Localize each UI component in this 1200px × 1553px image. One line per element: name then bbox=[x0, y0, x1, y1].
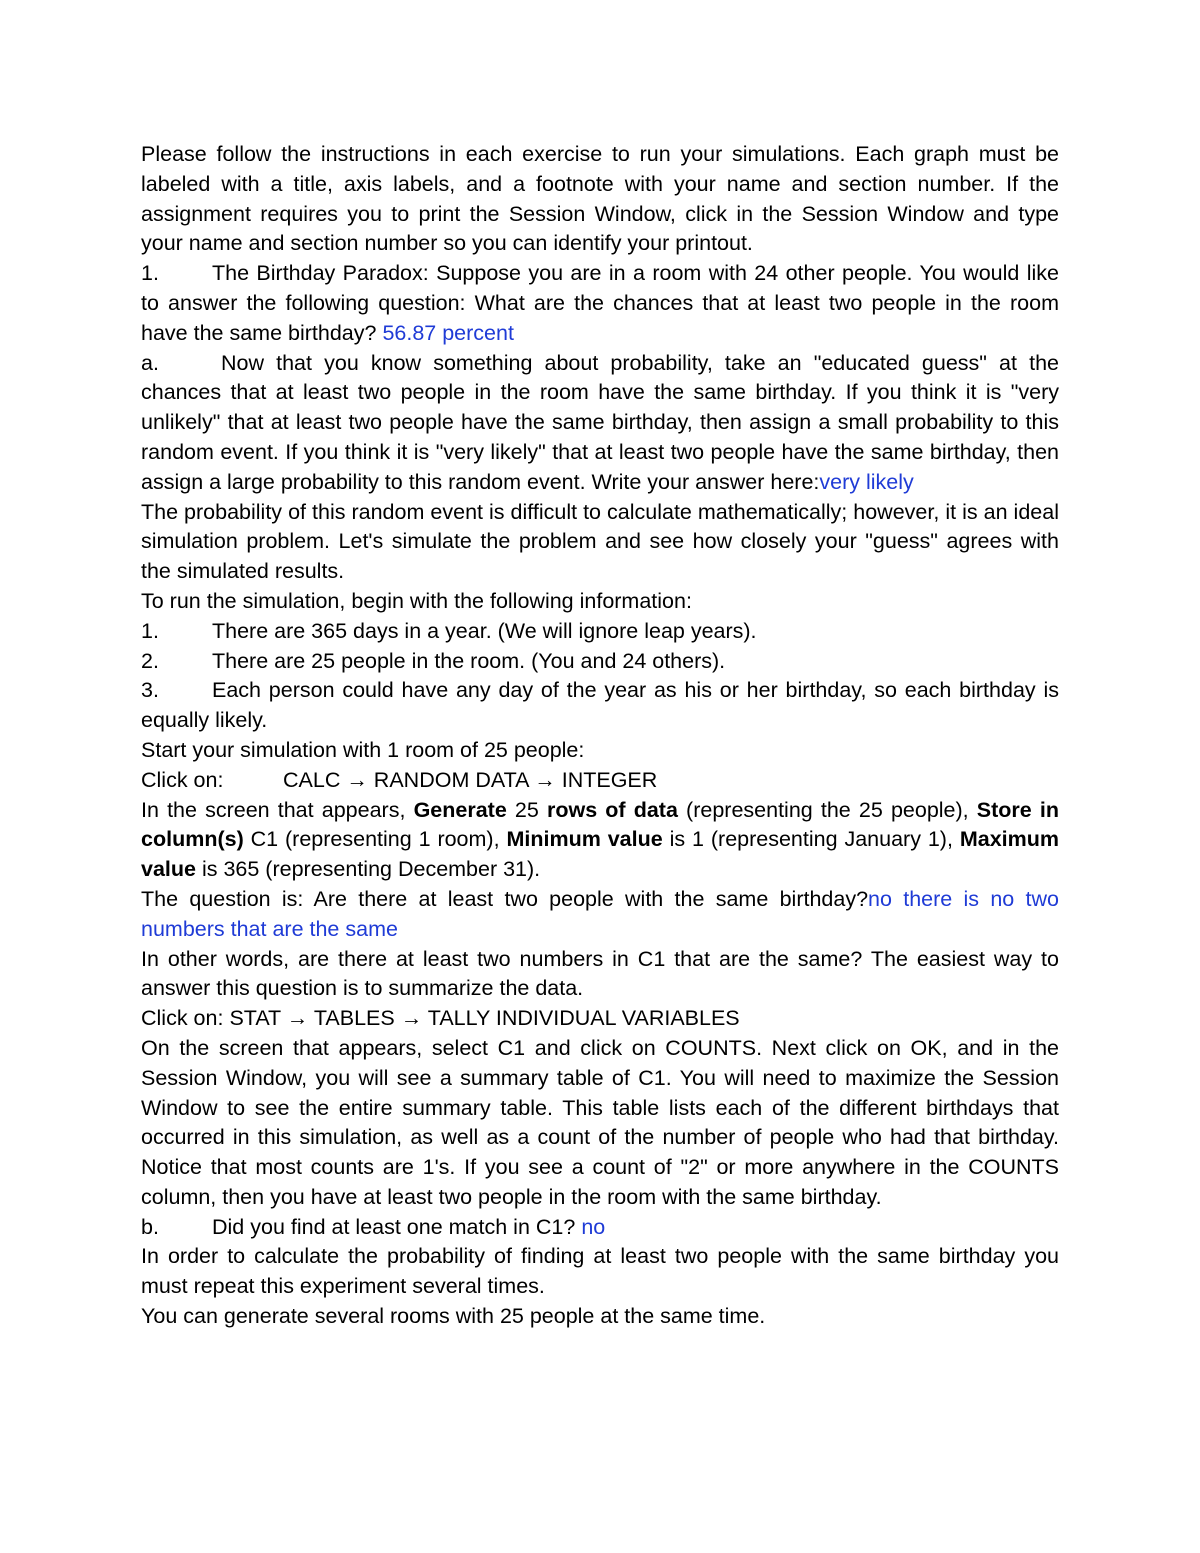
menu-path-1: CALC → RANDOM DATA → INTEGER bbox=[283, 767, 658, 792]
question-1 bbox=[141, 259, 1059, 348]
fact-2 bbox=[141, 647, 1059, 677]
several-rooms-paragraph: You can generate several rooms with 25 people at the same time. bbox=[141, 1304, 766, 1329]
question-a-label: a. bbox=[141, 350, 159, 375]
other-words-paragraph: In other words, are there at least two numbers in C1 that are the same? The easiest way to answer this question is to summarize the data. bbox=[141, 946, 1059, 1001]
question-same-birthday bbox=[141, 885, 1059, 945]
fact-3-number: 3. bbox=[141, 678, 159, 703]
screen-instructions bbox=[141, 796, 1059, 885]
fact-1-number: 1. bbox=[141, 618, 159, 643]
screen-text-4: C1 (representing 1 room), bbox=[243, 827, 507, 852]
question-1-text: The Birthday Paradox: Suppose you are in a room with 24 other people. You would like to answer the following question: What are the chances that at least two people in the room have the same birthday? bbox=[141, 261, 1059, 345]
screen-bold-store: Store in column(s) bbox=[141, 797, 1059, 852]
question-b-text: Did you find at least one match in C1? bbox=[212, 1214, 576, 1239]
screen-text-3: (representing the 25 people), bbox=[677, 797, 977, 822]
screen-bold-minimum: Minimum value bbox=[506, 827, 663, 852]
screen-bold-rows: rows of data bbox=[546, 797, 678, 822]
fact-1-text: There are 365 days in a year. (We will ignore leap years). bbox=[212, 618, 757, 643]
question-a bbox=[141, 349, 1059, 498]
document-page bbox=[141, 140, 1059, 1332]
question-a-text: Now that you know something about probability, take an "educated guess" at the chances that at least two people in the room have the same birthday. If you think it is "very unlikely" that at least two people have the same birthday, then assign a small probability to this random event. If you think it is "very likely" that at least two people have the same birthday, then assign a large probability to this random event. Write your answer here: bbox=[141, 350, 1059, 494]
question-same-birthday-text: The question is: Are there at least two people with the same birthday? bbox=[141, 886, 869, 911]
click-label-1: Click on: bbox=[141, 767, 224, 792]
difficulty-paragraph: The probability of this random event is difficult to calculate mathematically; however, it is an ideal simulation problem. Let's simulate the problem and see how closely your "guess" agrees with the simulated results. bbox=[141, 499, 1059, 584]
fact-3 bbox=[141, 676, 1059, 736]
screen-bold-maximum: Maximum value bbox=[141, 827, 1059, 882]
screen-text-5: is 1 (representing January 1), bbox=[662, 827, 960, 852]
question-b-answer: no bbox=[581, 1214, 606, 1239]
click-instruction-1 bbox=[141, 766, 1059, 796]
question-1-answer: 56.87 percent bbox=[382, 320, 514, 345]
screen-text-6: is 365 (representing December 31). bbox=[195, 857, 541, 882]
screen-text-2: 25 bbox=[506, 797, 547, 822]
fact-1 bbox=[141, 617, 1059, 647]
question-same-birthday-answer: no there is no two numbers that are the same bbox=[141, 886, 1059, 941]
fact-3-text: Each person could have any day of the year as his or her birthday, so each birthday is equally likely. bbox=[141, 678, 1059, 733]
click-instruction-2 bbox=[141, 1004, 1059, 1034]
begin-paragraph: To run the simulation, begin with the following information: bbox=[141, 588, 692, 613]
click-label-2: Click on: bbox=[141, 1006, 224, 1031]
session-window-paragraph: On the screen that appears, select C1 and click on COUNTS. Next click on OK, and in the Session Window, you will see a summary table of C1. You will need to maximize the Session Window to see the entire summary table. This table lists each of the different birthdays that occurred in this simulation, as well as a count of the number of people who had that birthday. Notice that most counts are 1's. If you see a count of "2" or more anywhere in the COUNTS column, then you have at least two people in the room with the same birthday. bbox=[141, 1035, 1059, 1209]
question-1-number: 1. bbox=[141, 261, 159, 286]
start-paragraph: Start your simulation with 1 room of 25 people: bbox=[141, 737, 585, 762]
question-a-answer: very likely bbox=[819, 469, 914, 494]
order-paragraph: In order to calculate the probability of finding at least two people with the same birthday you must repeat this experiment several times. bbox=[141, 1244, 1059, 1299]
intro-paragraph: Please follow the instructions in each exercise to run your simulations. Each graph must be labeled with a title, axis labels, and a footnote with your name and section number. If the assignment requires you to print the Session Window, click in the Session Window and type your name and section number so you can identify your printout. bbox=[141, 142, 1059, 256]
screen-bold-generate: Generate bbox=[413, 797, 507, 822]
fact-2-number: 2. bbox=[141, 648, 159, 673]
question-b-label: b. bbox=[141, 1214, 159, 1239]
screen-text-1: In the screen that appears, bbox=[141, 797, 414, 822]
fact-2-text: There are 25 people in the room. (You and 24 others). bbox=[212, 648, 726, 673]
menu-path-2: STAT → TABLES → TALLY INDIVIDUAL VARIABLES bbox=[229, 1006, 740, 1031]
question-b bbox=[141, 1213, 1059, 1243]
